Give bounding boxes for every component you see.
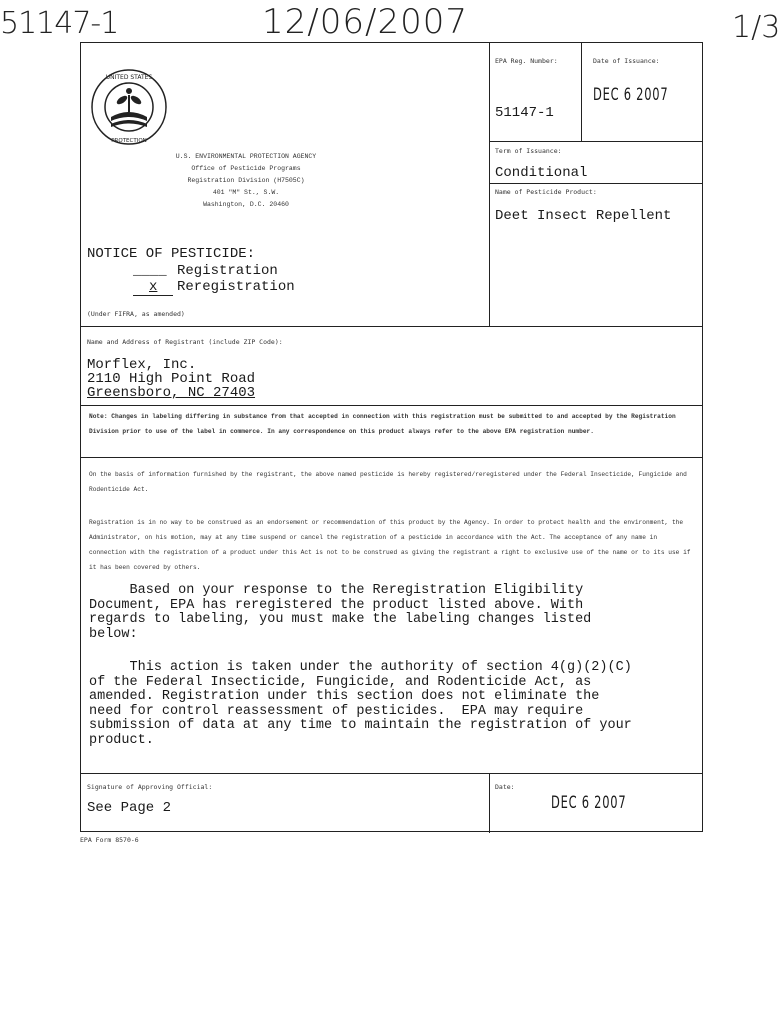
registrant-street: 2110 High Point Road: [87, 371, 256, 387]
fifra-note: (Under FIFRA, as amended): [87, 310, 185, 318]
notice-form: [80, 42, 703, 832]
product-name-value: Deet Insect Repellent: [495, 208, 672, 224]
date-label: Date:: [495, 783, 515, 791]
term-of-issuance-label: Term of Issuance:: [495, 147, 562, 155]
handwritten-date: 12/06/2007: [262, 2, 468, 42]
agency-line: U.S. ENVIRONMENTAL PROTECTION AGENCY: [175, 153, 317, 160]
form-number: EPA Form 8570-6: [80, 836, 139, 844]
svg-text:PROTECTION: PROTECTION: [111, 138, 147, 144]
registrant-name: Morflex, Inc.: [87, 357, 197, 373]
reregistration-option: Reregistration: [177, 279, 295, 295]
agency-line: Washington, D.C. 20460: [203, 201, 289, 208]
registration-checkbox-blank: ____: [133, 263, 167, 279]
reregistration-checkmark: x: [149, 279, 158, 295]
signature-label: Signature of Approving Official:: [87, 783, 213, 791]
agency-line: Registration Division (H7505C): [187, 177, 305, 184]
date-of-issuance-stamp: DEC 6 2007: [593, 85, 669, 105]
labeling-note: Note: Changes in labeling differing in substance from that accepted in connection with this registration must be submitted to and accepted by the Registration Division prior to use of the label in commerce. In any correspondence on this product always refer to the above EPA registration number.: [89, 413, 676, 435]
signature-value: See Page 2: [87, 800, 172, 816]
term-of-issuance-value: Conditional: [495, 165, 588, 181]
notice-title: NOTICE OF PESTICIDE:: [87, 246, 256, 262]
registration-option: Registration: [177, 263, 278, 279]
epa-reg-number-label: EPA Reg. Number:: [495, 57, 558, 65]
svg-text:UNITED STATES: UNITED STATES: [105, 74, 153, 81]
epa-seal-icon: [89, 67, 169, 147]
body-paragraph-2: This action is taken under the authority of section 4(g)(2)(C) of the Federal Insecticide, Fungicide, and Rodenticide Act, as amended. Registration under this section does not eliminate the need for control reassessment of pesticides. EPA may require submission of data at any time to maintain the registration of your product.: [89, 660, 632, 748]
registrant-label: Name and Address of Registrant (include ZIP Code):: [87, 338, 283, 346]
registrant-city: Greensboro, NC 27403: [87, 385, 256, 401]
handwritten-page: 1/3: [732, 10, 780, 45]
date-of-issuance-label: Date of Issuance:: [593, 57, 660, 65]
body-paragraph-1: Based on your response to the Reregistration Eligibility Document, EPA has reregistered the product listed above. With regards to labeling, you must make the labeling changes listed below:: [89, 583, 592, 642]
basis-statement: On the basis of information furnished by the registrant, the above named pesticide is hereby registered/reregistered under the Federal Insecticide, Fungicide and Rodenticide Act.: [89, 471, 687, 493]
agency-address: [161, 151, 331, 211]
agency-line: 401 "M" St., S.W.: [212, 189, 280, 196]
date-stamp: DEC 6 2007: [551, 793, 627, 813]
disclaimer-statement: Registration is in no way to be construed as an endorsement or recommendation of this product by the Agency. In order to protect health and the environment, the Administrator, on his motion, may at any time suspend or cancel the registration of a pesticide in accordance with the Act. The acceptance of any name in connection with the registration of a product under this Act is not to be construed as giving the registrant a right to exclusive use of the name or to its use if it has been covered by others.: [89, 519, 691, 571]
handwritten-reg-number: 51147-1: [0, 6, 119, 41]
agency-line: Office of Pesticide Programs: [191, 165, 301, 172]
epa-reg-number-value: 51147-1: [495, 105, 554, 121]
product-name-label: Name of Pesticide Product:: [495, 188, 597, 196]
